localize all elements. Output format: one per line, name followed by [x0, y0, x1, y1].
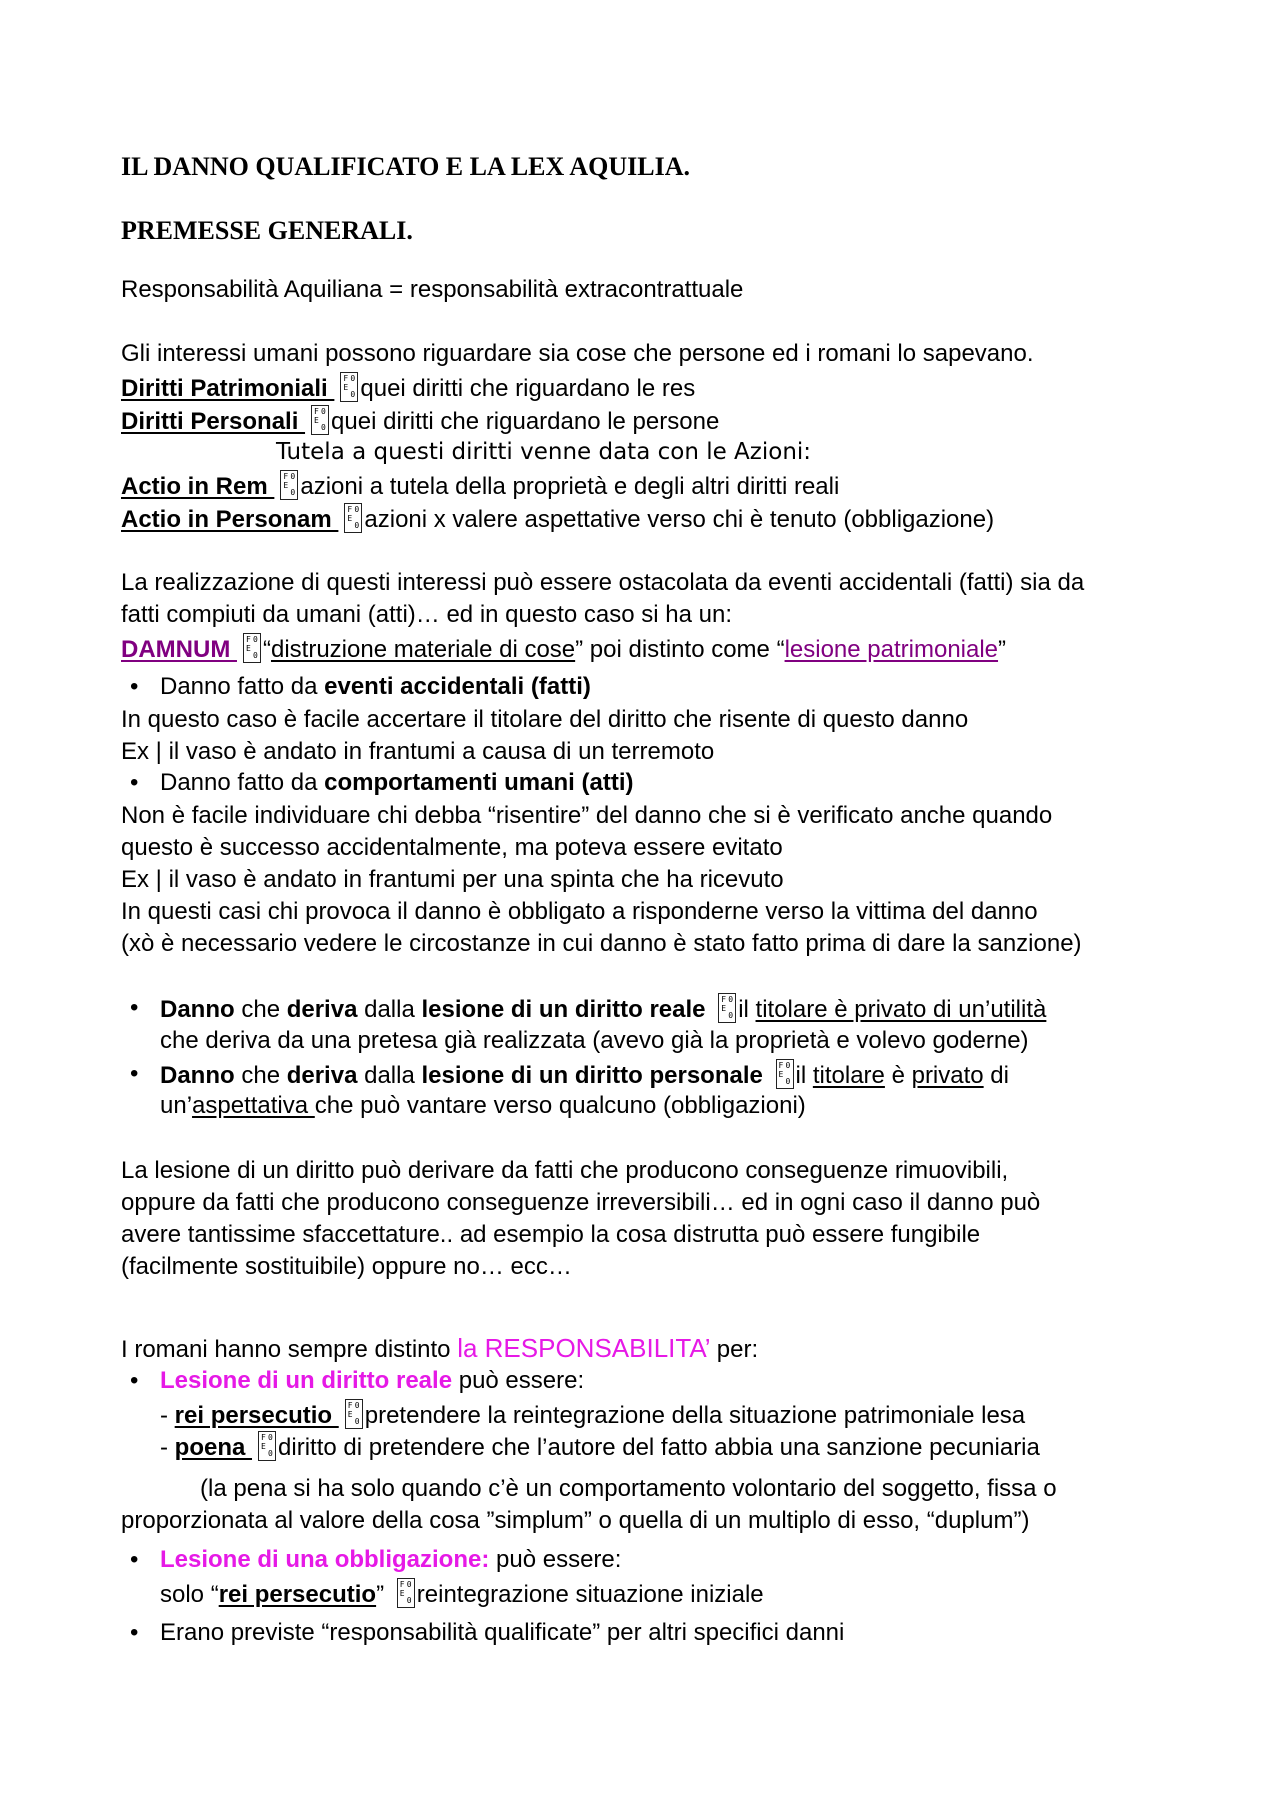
bullet-icon: • — [130, 1367, 139, 1394]
rei-persecutio-line: - rei persecutio F 0 E 0 pretendere la reintegrazione della situazione patrimoniale lesa — [160, 1401, 1026, 1429]
paragraph-line: oppure da fatti che producono conseguenze irreversibili… ed in ogni caso il danno può — [121, 1189, 1041, 1216]
poena-line: - poena F 0 E 0 diritto di pretendere che l’autore del fatto abbia una sanzione pecuniaria — [160, 1433, 1040, 1461]
rei-persecutio-obbl-line: solo “rei persecutio” F 0 E 0 reintegrazione situazione iniziale — [160, 1580, 764, 1608]
bullet-icon: • — [130, 994, 139, 1021]
right-arrow-icon: F 0 E 0 — [340, 372, 358, 402]
rights-personali — [121, 405, 719, 437]
definition: quei diritti che riguardano le persone — [331, 408, 720, 435]
right-arrow-icon: F 0 E 0 — [345, 1399, 363, 1429]
right-arrow-icon: F 0 E 0 — [776, 1059, 794, 1089]
paragraph-line: fatti compiuti da umani (atti)… ed in questo caso si ha un: — [121, 601, 732, 628]
bullet-obbligazione: • Lesione di una obbligazione: può essere: — [130, 1546, 622, 1573]
paragraph-line: Ex | il vaso è andato in frantumi per una spinta che ha ricevuto — [121, 866, 784, 893]
term: Actio in Personam — [121, 506, 339, 533]
right-arrow-icon: F 0 E 0 — [344, 503, 362, 533]
bullet-icon: • — [130, 1619, 139, 1646]
right-arrow-icon: F 0 E 0 — [397, 1578, 415, 1608]
paragraph-line: Non è facile individuare chi debba “risentire” del danno che si è verificato anche quando — [121, 802, 1053, 829]
paragraph-line: La lesione di un diritto può derivare da fatti che producono conseguenze rimuovibili, — [121, 1157, 1009, 1184]
term: Diritti Patrimoniali — [121, 375, 335, 402]
responsabilita-highlight: la RESPONSABILITA’ — [457, 1333, 717, 1363]
lesione-patrimoniale: lesione patrimoniale — [784, 636, 999, 663]
paragraph-line: In questo caso è facile accertare il titolare del diritto che risente di questo danno — [121, 706, 969, 733]
bullet-icon: • — [130, 1546, 139, 1573]
bullet-icon: • — [130, 769, 139, 796]
main-title: IL DANNO QUALIFICATO E LA LEX AQUILIA. — [121, 152, 690, 181]
section-title: PREMESSE GENERALI. — [121, 216, 413, 245]
right-arrow-icon: F 0 E 0 — [280, 470, 298, 500]
damnum-definition: distruzione materiale di cose — [270, 636, 576, 663]
definition: azioni x valere aspettative verso chi è tenuto (obbligazione) — [364, 506, 995, 533]
bullet-responsabilita-qualificate: • Erano previste “responsabilità qualificate” per altri specifici danni — [130, 1619, 845, 1646]
paragraph-line: (la pena si ha solo quando c’è un comportamento volontario del soggetto, fissa o — [200, 1475, 1057, 1502]
definition: azioni a tutela della proprietà e degli altri diritti reali — [300, 473, 840, 500]
bullet-diritto-personale: • Danno che deriva dalla lesione di un diritto personale F 0 E 0 il titolare è privato di — [130, 1060, 1009, 1089]
rights-patrimoniali — [121, 372, 695, 404]
term: Diritti Personali — [121, 408, 306, 435]
paragraph-line: questo è successo accidentalmente, ma poteva essere evitato — [121, 834, 783, 861]
paragraph-line: (xò è necessario vedere le circostanze in cui danno è stato fatto prima di dare la sanzione) — [121, 930, 1082, 957]
bullet-diritto-reale: • Danno che deriva dalla lesione di un diritto reale F 0 E 0 il titolare è privato di un’utilità — [130, 994, 1047, 1023]
paragraph-line: (facilmente sostituibile) oppure no… ecc… — [121, 1253, 572, 1280]
bullet-lesione-reale: • Lesione di un diritto reale può essere: — [130, 1367, 585, 1394]
paragraph-line: In questi casi chi provoca il danno è obbligato a risponderne verso la vittima del danno — [121, 898, 1038, 925]
interests-line: Gli interessi umani possono riguardare sia cose che persone ed i romani lo sapevano. — [121, 340, 1034, 367]
right-arrow-icon: F 0 E 0 — [718, 993, 736, 1023]
bullet-icon: • — [130, 1060, 139, 1087]
paragraph-line: La realizzazione di questi interessi può essere ostacolata da eventi accidentali (fatti) sia da — [121, 569, 1085, 596]
paragraph-line: un’aspettativa che può vantare verso qualcuno (obbligazioni) — [160, 1092, 806, 1119]
right-arrow-icon: F 0 E 0 — [258, 1431, 276, 1461]
right-arrow-icon: F 0 E 0 — [243, 633, 261, 663]
actio-in-rem — [121, 470, 839, 502]
damnum-line: DAMNUM F 0 E 0 “distruzione materiale di cose” poi distinto come “lesione patrimoniale” — [121, 635, 1007, 663]
intro-line: Responsabilità Aquiliana = responsabilità extracontrattuale — [121, 276, 744, 303]
bullet-atti: • Danno fatto da comportamenti umani (atti) — [130, 769, 634, 796]
right-arrow-icon: F 0 E 0 — [311, 405, 329, 435]
romani-line: I romani hanno sempre distinto la RESPONSABILITA’ per: — [121, 1333, 759, 1363]
bullet-fatti: • Danno fatto da eventi accidentali (fatti) — [130, 673, 591, 700]
paragraph-line: proporzionata al valore della cosa ”simplum” o quella di un multiplo di esso, “duplum”) — [121, 1507, 1030, 1534]
paragraph-line: che deriva da una pretesa già realizzata (avevo già la proprietà e volevo goderne) — [160, 1027, 1029, 1054]
paragraph-line: Ex | il vaso è andato in frantumi a causa di un terremoto — [121, 738, 715, 765]
damnum-term: DAMNUM — [121, 636, 237, 663]
tutela-line: Tutela a questi diritti venne data con le Azioni: — [276, 439, 812, 465]
paragraph-line: avere tantissime sfaccettature.. ad esempio la cosa distrutta può essere fungibile — [121, 1221, 981, 1248]
term: Actio in Rem — [121, 473, 275, 500]
definition: quei diritti che riguardano le res — [360, 375, 696, 402]
actio-in-personam — [121, 503, 994, 535]
bullet-icon: • — [130, 673, 139, 700]
